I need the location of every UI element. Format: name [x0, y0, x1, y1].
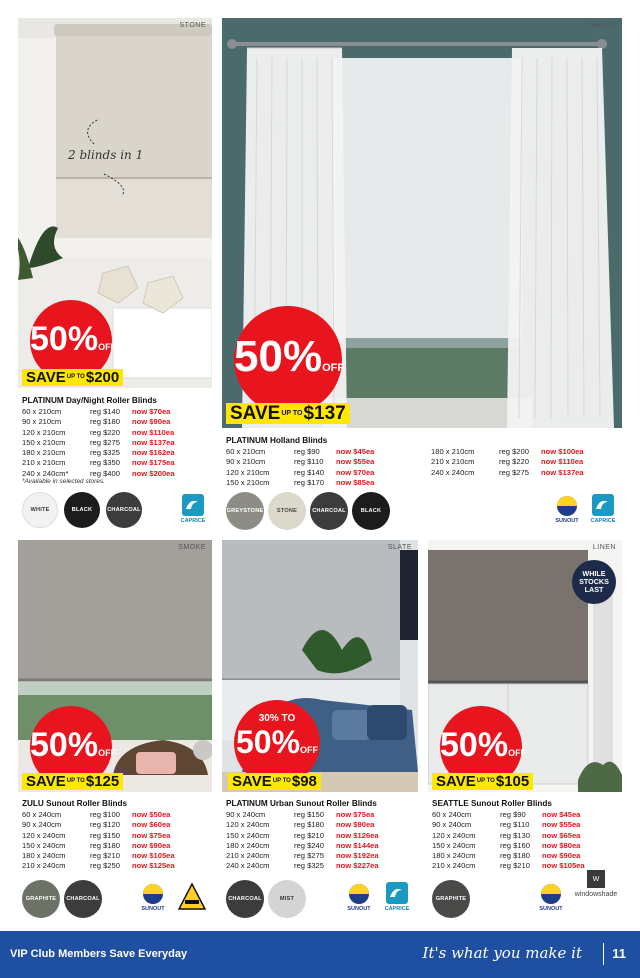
sunout-logo: SUNOUT	[550, 494, 584, 524]
sunout-sun-icon	[347, 882, 371, 904]
price-row: 180 x 240cm reg $210 now $105ea	[22, 851, 175, 861]
energy-rating-logo	[176, 882, 208, 914]
product-title: ZULU Sunout Roller Blinds	[22, 799, 128, 808]
price-row: 240 x 240cm reg $275 now $137ea	[431, 467, 584, 477]
warning-triangle-icon	[177, 882, 207, 912]
save-banner: SAVEUP TO$98	[228, 773, 321, 790]
sunout-logo: SUNOUT	[342, 882, 376, 912]
vip-slogan: VIP Club Members Save Everyday	[10, 948, 188, 960]
price-row: 150 x 240cm reg $160 now $80ea	[432, 840, 581, 850]
price-table-right	[431, 447, 584, 478]
price-table	[22, 810, 175, 872]
swatch-mist: MIST	[268, 880, 306, 918]
swatch-charcoal: CHARCOAL	[106, 492, 142, 528]
windowshade-logo: W windowshade	[572, 870, 620, 898]
sunout-sun-icon	[141, 882, 165, 904]
caprice-wave-icon	[592, 494, 614, 516]
handwriting-annotation: 2 blinds in 1	[68, 148, 144, 162]
swatch-black: BLACK	[352, 492, 390, 530]
while-stocks-last-badge: WHILE STOCKS LAST	[572, 560, 616, 604]
price-row: 240 x 240cm* reg $400 now $200ea	[22, 468, 175, 478]
caprice-wave-icon	[386, 882, 408, 904]
price-row: 210 x 240cm reg $275 now $192ea	[226, 851, 379, 861]
price-row: 90 x 240cm reg $110 now $55ea	[432, 820, 581, 830]
price-row: 180 x 210cm reg $200 now $100ea	[431, 447, 584, 456]
save-banner: SAVEUP TO$200	[22, 369, 123, 386]
swatch-greystone: GREYSTONE	[226, 492, 264, 530]
price-row: 120 x 240cm reg $180 now $90ea	[226, 820, 375, 830]
price-row: 60 x 210cm reg $90 now $45ea	[226, 447, 375, 456]
product-title: PLATINUM Holland Blinds	[226, 436, 328, 445]
save-banner: SAVEUP TO$105	[432, 773, 533, 790]
colour-tag: SMOKE	[178, 544, 206, 551]
page-number: 11	[612, 946, 626, 961]
price-row: 60 x 240cm reg $90 now $45ea	[432, 810, 581, 819]
sunout-sun-icon	[555, 494, 579, 516]
price-row: 120 x 210cm reg $140 now $70ea	[226, 467, 375, 477]
price-row: 150 x 210cm reg $275 now $137ea	[22, 437, 175, 447]
price-row: 180 x 240cm reg $180 now $90ea	[432, 851, 581, 861]
price-row: 60 x 210cm reg $140 now $70ea	[22, 407, 171, 416]
availability-note: *Available in selected stores.	[22, 478, 105, 485]
product-title: PLATINUM Day/Night Roller Blinds	[22, 396, 157, 405]
caprice-wave-icon	[182, 494, 204, 516]
footer-divider	[603, 943, 604, 965]
price-row: 180 x 240cm reg $240 now $144ea	[226, 840, 379, 850]
save-banner: SAVEUP TO$137	[226, 403, 350, 424]
save-banner: SAVEUP TO$125	[22, 773, 123, 790]
colour-tag: LINEN	[592, 544, 616, 551]
colour-tag: STONE	[179, 22, 206, 29]
price-row: 90 x 210cm reg $180 now $90ea	[22, 417, 171, 427]
sunout-logo: SUNOUT	[136, 882, 170, 912]
caprice-logo: CAPRICE	[380, 882, 414, 912]
product-panel-daynight	[18, 18, 212, 530]
swatch-white: WHITE	[22, 492, 58, 528]
price-table	[22, 407, 175, 479]
dotted-arrows	[74, 114, 134, 206]
product-panel-zulu	[18, 540, 212, 922]
price-row: 120 x 240cm reg $130 now $65ea	[432, 830, 581, 840]
brand-tagline: It's what you make it	[422, 944, 582, 962]
sunout-logo: SUNOUT	[534, 882, 568, 912]
product-panel-urban	[222, 540, 418, 922]
price-row: 90 x 240cm reg $120 now $60ea	[22, 820, 171, 830]
price-row: 210 x 210cm reg $220 now $110ea	[431, 457, 584, 467]
product-panel-holland	[222, 18, 622, 530]
price-row: 90 x 240cm reg $150 now $75ea	[226, 810, 375, 819]
price-table	[432, 810, 585, 872]
product-title: SEATTLE Sunout Roller Blinds	[432, 799, 552, 808]
price-row: 150 x 240cm reg $180 now $90ea	[22, 840, 171, 850]
colour-tag: SLATE	[387, 544, 412, 551]
price-row: 90 x 210cm reg $110 now $55ea	[226, 457, 375, 467]
discount-badge: 50%OFF	[234, 306, 342, 414]
product-title: PLATINUM Urban Sunout Roller Blinds	[226, 799, 377, 808]
discount-badge: 50%OFF	[440, 706, 522, 788]
swatch-graphite: GRAPHITE	[22, 880, 60, 918]
swatch-charcoal: CHARCOAL	[226, 880, 264, 918]
price-row: 120 x 240cm reg $150 now $75ea	[22, 830, 171, 840]
price-row: 60 x 240cm reg $100 now $50ea	[22, 810, 171, 819]
price-row: 210 x 240cm reg $250 now $125ea	[22, 861, 175, 871]
swatch-stone: STONE	[268, 492, 306, 530]
product-panel-seattle	[428, 540, 622, 922]
price-table-left	[226, 447, 374, 488]
price-row: 150 x 240cm reg $210 now $126ea	[226, 830, 379, 840]
swatch-charcoal: CHARCOAL	[64, 880, 102, 918]
swatch-black: BLACK	[64, 492, 100, 528]
price-row: 150 x 210cm reg $170 now $85ea	[226, 477, 375, 487]
price-row: 180 x 210cm reg $325 now $162ea	[22, 448, 175, 458]
discount-badge: 50%OFF	[30, 300, 112, 382]
swatch-graphite: GRAPHITE	[432, 880, 470, 918]
price-table	[226, 810, 379, 872]
discount-badge: 50%OFF	[30, 706, 112, 788]
price-row: 210 x 240cm reg $210 now $105ea	[432, 861, 585, 871]
price-row: 120 x 210cm reg $220 now $110ea	[22, 427, 175, 437]
caprice-logo: CAPRICE	[176, 494, 210, 524]
ws-mark-icon: W	[587, 870, 605, 888]
swatch-charcoal: CHARCOAL	[310, 492, 348, 530]
price-row: 240 x 240cm reg $325 now $227ea	[226, 861, 379, 871]
colour-tag: WHITE	[590, 22, 616, 29]
page-footer	[0, 931, 640, 978]
caprice-logo: CAPRICE	[586, 494, 620, 524]
sunout-sun-icon	[539, 882, 563, 904]
price-row: 210 x 210cm reg $350 now $175ea	[22, 458, 175, 468]
discount-badge: 30% TO 50%OFF	[234, 700, 320, 786]
